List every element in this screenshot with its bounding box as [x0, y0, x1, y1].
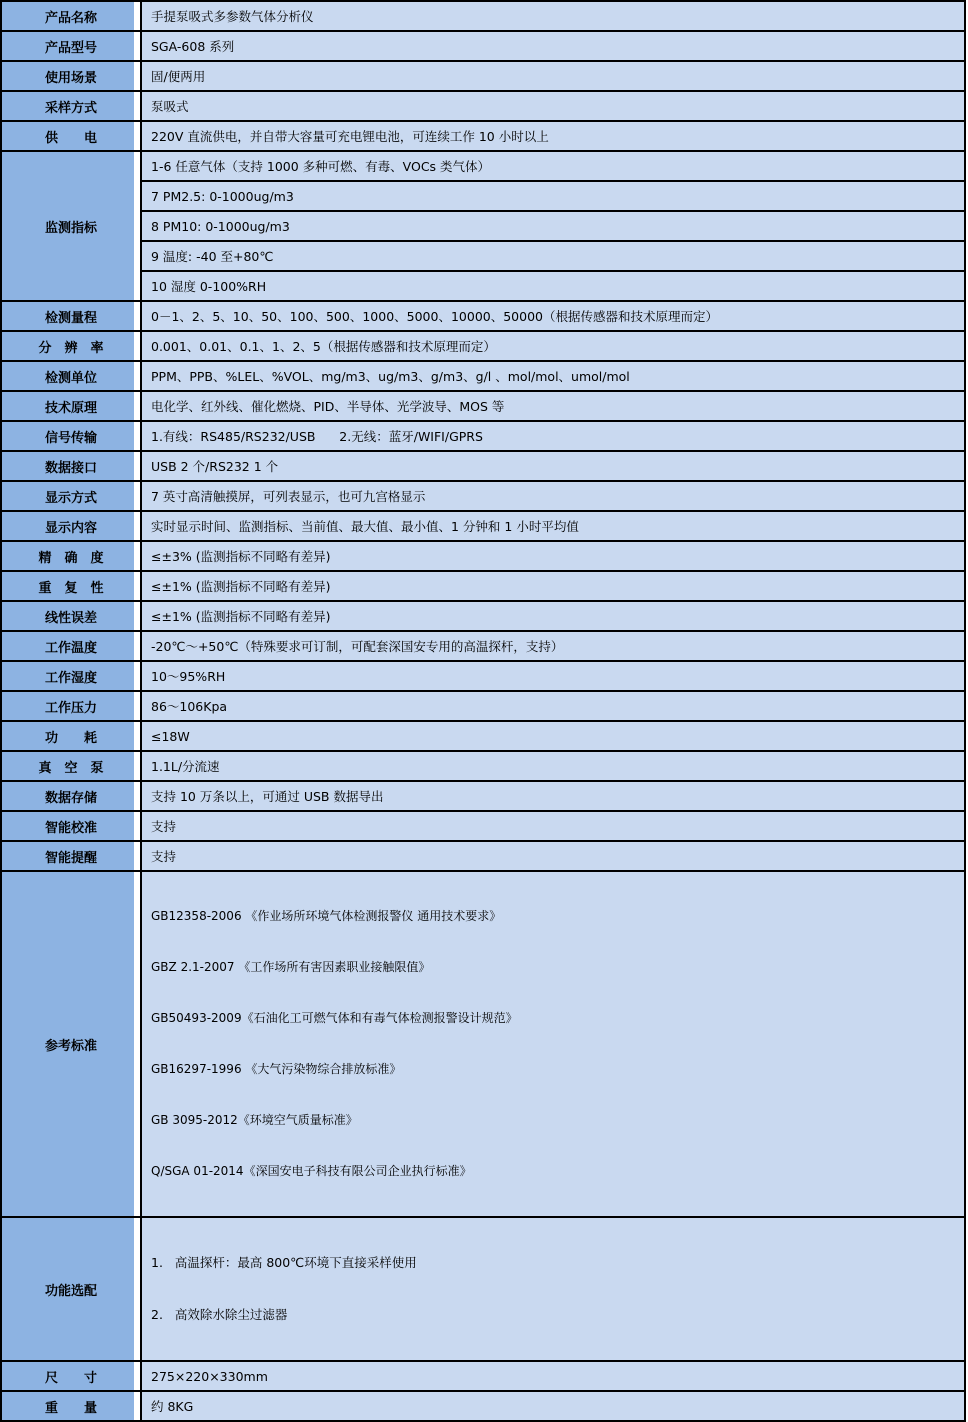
value-signal-transmission: 1.有线：RS485/RS232/USB 2.无线：蓝牙/WIFI/GPRS	[141, 421, 965, 451]
label-working-temperature: 工作温度	[1, 631, 141, 661]
row-data-storage	[1, 781, 965, 811]
label-detection-unit: 检测单位	[1, 361, 141, 391]
label-smart-calibration: 智能校准	[1, 811, 141, 841]
row-power-supply	[1, 121, 965, 151]
value-linearity-error: ≤±1% (监测指标不同略有差异)	[141, 601, 965, 631]
label-accuracy: 精 确 度	[1, 541, 141, 571]
value-power-supply: 220V 直流供电，并自带大容量可充电锂电池，可连续工作 10 小时以上	[141, 121, 965, 151]
value-power-consumption: ≤18W	[141, 721, 965, 751]
row-usage-scenario	[1, 61, 965, 91]
row-signal-transmission	[1, 421, 965, 451]
row-resolution	[1, 331, 965, 361]
option-line-2: 2. 高效除水除尘过滤器	[151, 1307, 288, 1322]
value-reference-standards	[141, 871, 965, 1217]
label-power-supply: 供 电	[1, 121, 141, 151]
label-data-storage: 数据存储	[1, 781, 141, 811]
label-optional-features: 功能选配	[1, 1217, 141, 1361]
label-power-consumption: 功 耗	[1, 721, 141, 751]
row-detection-unit	[1, 361, 965, 391]
row-linearity-error	[1, 601, 965, 631]
standard-line-5: GB 3095-2012《环境空气质量标准》	[151, 1113, 358, 1127]
value-sampling-method: 泵吸式	[141, 91, 965, 121]
label-usage-scenario: 使用场景	[1, 61, 141, 91]
standard-line-6: Q/SGA 01-2014《深国安电子科技有限公司企业执行标准》	[151, 1164, 472, 1178]
value-optional-features	[141, 1217, 965, 1361]
value-product-name: 手提泵吸式多参数气体分析仪	[141, 1, 965, 31]
label-signal-transmission: 信号传输	[1, 421, 141, 451]
label-product-model: 产品型号	[1, 31, 141, 61]
value-detection-range: 0－1、2、5、10、50、100、500、1000、5000、10000、50000（根据传感器和技术原理而定）	[141, 301, 965, 331]
label-product-name: 产品名称	[1, 1, 141, 31]
row-working-temperature	[1, 631, 965, 661]
row-accuracy	[1, 541, 965, 571]
value-repeatability: ≤±1% (监测指标不同略有差异)	[141, 571, 965, 601]
option-line-1: 1. 高温探杆：最高 800℃环境下直接采样使用	[151, 1255, 417, 1270]
row-product-model	[1, 31, 965, 61]
row-power-consumption	[1, 721, 965, 751]
label-linearity-error: 线性误差	[1, 601, 141, 631]
value-smart-reminder: 支持	[141, 841, 965, 871]
label-weight: 重 量	[1, 1391, 141, 1421]
row-weight	[1, 1391, 965, 1421]
row-monitoring-indicator-4	[1, 241, 965, 271]
row-working-pressure	[1, 691, 965, 721]
row-monitoring-indicator-3	[1, 211, 965, 241]
row-sampling-method	[1, 91, 965, 121]
row-detection-range	[1, 301, 965, 331]
label-monitoring-indicators: 监测指标	[1, 151, 141, 301]
label-dimensions: 尺 寸	[1, 1361, 141, 1391]
value-working-humidity: 10～95%RH	[141, 661, 965, 691]
value-vacuum-pump: 1.1L/分流速	[141, 751, 965, 781]
row-data-interface	[1, 451, 965, 481]
label-display-content: 显示内容	[1, 511, 141, 541]
row-display-mode	[1, 481, 965, 511]
label-sampling-method: 采样方式	[1, 91, 141, 121]
label-resolution: 分 辨 率	[1, 331, 141, 361]
value-product-model: SGA-608 系列	[141, 31, 965, 61]
value-monitoring-indicator-5: 10 湿度 0-100%RH	[141, 271, 965, 301]
label-display-mode: 显示方式	[1, 481, 141, 511]
label-repeatability: 重 复 性	[1, 571, 141, 601]
label-working-humidity: 工作湿度	[1, 661, 141, 691]
row-monitoring-indicator-5	[1, 271, 965, 301]
value-monitoring-indicator-4: 9 温度: -40 至+80℃	[141, 241, 965, 271]
label-vacuum-pump: 真 空 泵	[1, 751, 141, 781]
row-technical-principle	[1, 391, 965, 421]
label-technical-principle: 技术原理	[1, 391, 141, 421]
standard-line-3: GB50493-2009《石油化工可燃气体和有毒气体检测报警设计规范》	[151, 1011, 518, 1025]
standard-line-4: GB16297-1996 《大气污染物综合排放标准》	[151, 1062, 402, 1076]
value-working-temperature: -20℃～+50℃（特殊要求可订制，可配套深国安专用的高温探杆，支持）	[141, 631, 965, 661]
row-product-name	[1, 1, 965, 31]
row-vacuum-pump	[1, 751, 965, 781]
row-repeatability	[1, 571, 965, 601]
value-accuracy: ≤±3% (监测指标不同略有差异)	[141, 541, 965, 571]
value-usage-scenario: 固/便两用	[141, 61, 965, 91]
value-display-content: 实时显示时间、监测指标、当前值、最大值、最小值、1 分钟和 1 小时平均值	[141, 511, 965, 541]
label-working-pressure: 工作压力	[1, 691, 141, 721]
value-monitoring-indicator-1: 1-6 任意气体（支持 1000 多种可燃、有毒、VOCs 类气体）	[141, 151, 965, 181]
value-weight: 约 8KG	[141, 1391, 965, 1421]
value-dimensions: 275×220×330mm	[141, 1361, 965, 1391]
value-smart-calibration: 支持	[141, 811, 965, 841]
row-optional-features	[1, 1217, 965, 1361]
value-detection-unit: PPM、PPB、%LEL、%VOL、mg/m3、ug/m3、g/m3、g/l 、mol/mol、umol/mol	[141, 361, 965, 391]
row-monitoring-indicator-2	[1, 181, 965, 211]
row-display-content	[1, 511, 965, 541]
label-smart-reminder: 智能提醒	[1, 841, 141, 871]
value-display-mode: 7 英寸高清触摸屏，可列表显示，也可九宫格显示	[141, 481, 965, 511]
value-data-interface: USB 2 个/RS232 1 个	[141, 451, 965, 481]
row-smart-calibration	[1, 811, 965, 841]
row-working-humidity	[1, 661, 965, 691]
value-technical-principle: 电化学、红外线、催化燃烧、PID、半导体、光学波导、MOS 等	[141, 391, 965, 421]
label-data-interface: 数据接口	[1, 451, 141, 481]
value-resolution: 0.001、0.01、0.1、1、2、5（根据传感器和技术原理而定）	[141, 331, 965, 361]
label-reference-standards: 参考标准	[1, 871, 141, 1217]
row-reference-standards	[1, 871, 965, 1217]
value-monitoring-indicator-2: 7 PM2.5: 0-1000ug/m3	[141, 181, 965, 211]
row-smart-reminder	[1, 841, 965, 871]
row-monitoring-indicators	[1, 151, 965, 181]
label-detection-range: 检测量程	[1, 301, 141, 331]
standard-line-2: GBZ 2.1-2007 《工作场所有害因素职业接触限值》	[151, 960, 431, 974]
value-data-storage: 支持 10 万条以上，可通过 USB 数据导出	[141, 781, 965, 811]
row-dimensions	[1, 1361, 965, 1391]
standard-line-1: GB12358-2006 《作业场所环境气体检测报警仪 通用技术要求》	[151, 909, 502, 923]
value-monitoring-indicator-3: 8 PM10: 0-1000ug/m3	[141, 211, 965, 241]
value-working-pressure: 86～106Kpa	[141, 691, 965, 721]
